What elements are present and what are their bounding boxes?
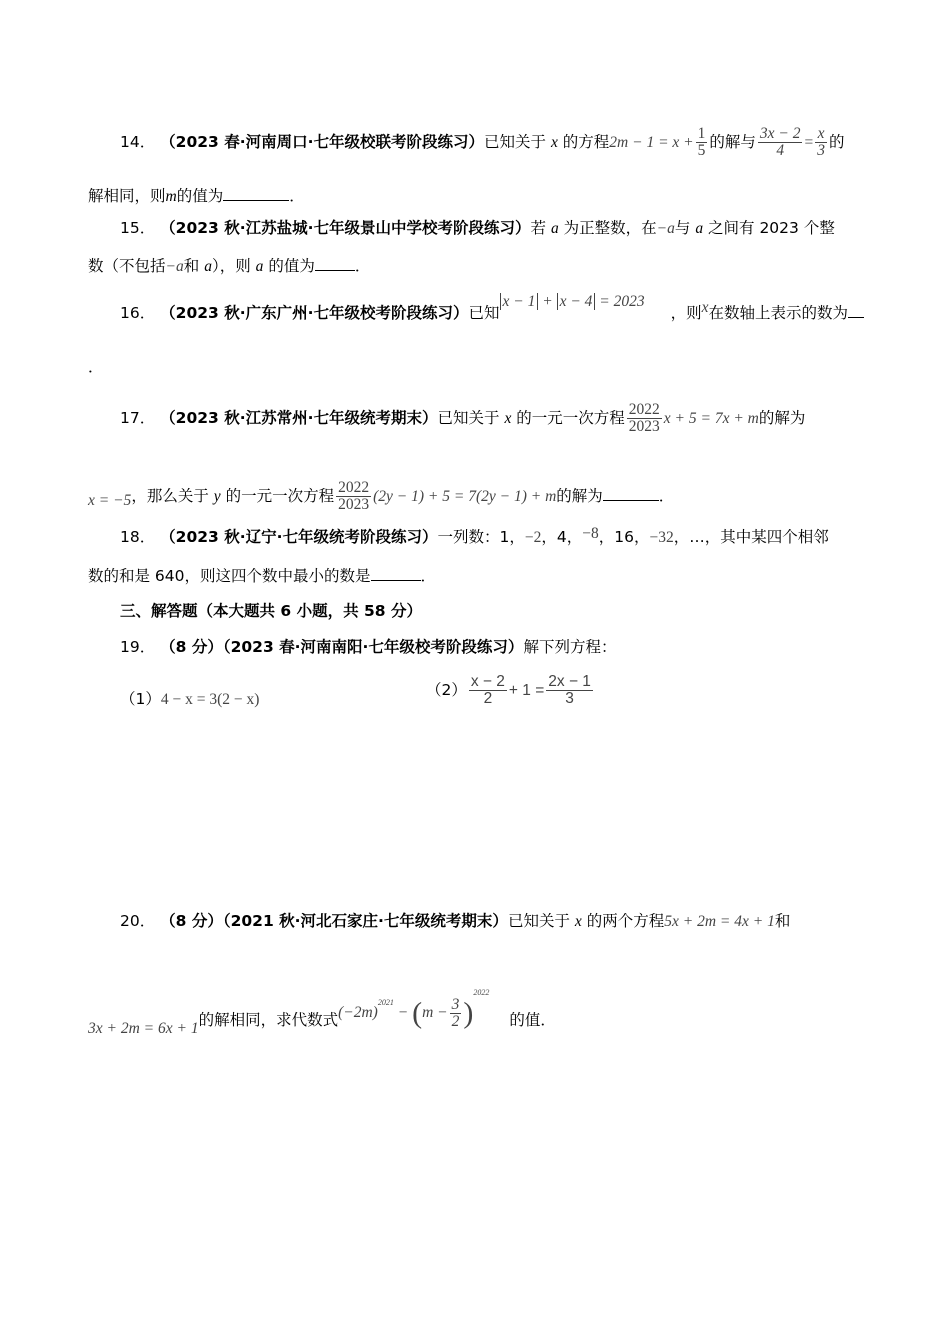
answer-blank[interactable] — [223, 184, 289, 201]
q20-score: （8 分） — [160, 912, 223, 930]
q15-source: （2023 秋·江苏盐城·七年级景山中学校考阶段练习） — [160, 219, 531, 237]
q17-number: 17． — [120, 409, 156, 427]
q17-line1: 17． （2023 秋·江苏常州·七年级统考期末）已知关于 x 的一元一次方程 $\frac{2022}{2023}$ x + 5 = 7x + m的解为 — [120, 401, 806, 435]
q18-number: 18． — [120, 528, 156, 546]
q20-number: 20． — [120, 912, 156, 930]
q20-expression: $(-2m)^{2021} - (m$ − $\frac{3}{2}$ )$^{2022}$ — [338, 988, 490, 1030]
q14-eq1: 2m − 1 = x + — [609, 134, 694, 151]
q19-source: （2023 春·河南南阳·七年级校考阶段练习） — [222, 638, 524, 656]
q14-source: （2023 春·河南周口·七年级校联考阶段练习） — [160, 133, 484, 151]
q16-source: （2023 秋·广东广州·七年级校考阶段练习） — [160, 304, 469, 322]
q17-frac-2022-2023-b: $\frac{2022}{2023}$ — [338, 479, 370, 513]
q19-line1: 19． （8 分）（2023 春·河南南阳·七年级校考阶段练习）解下列方程： — [120, 638, 617, 656]
q16-equation: x − 1 + x − 4 = 2023 — [500, 293, 645, 310]
q15-line2: 数（不包括−a和 a），则 a 的值为 ． — [88, 254, 370, 278]
answer-blank[interactable] — [371, 564, 421, 581]
q14-frac-eq2-left: $\frac{3x - 2}{4}$ — [759, 125, 801, 159]
q19-number: 19． — [120, 638, 156, 656]
q17-frac-2022-2023: $\frac{2022}{2023}$ — [628, 401, 660, 435]
answer-blank[interactable] — [603, 484, 659, 501]
q19-score: （8 分） — [160, 638, 223, 656]
q14-number: 14． — [120, 133, 156, 151]
q16-line1: 16． （2023 秋·广东广州·七年级校考阶段练习）已知x − 1 + x − 4 = 2023，则x在数轴上表示的数为 — [120, 301, 864, 325]
q16-line2: ． — [88, 358, 104, 376]
q14-line1: 14． （2023 春·河南周口·七年级校联考阶段练习）已知关于 x 的方程2m − 1 = x + $\frac{1}{5}$ 的解与 $\frac{3x - 2}{4}$ = $\frac{x}{3}$ 的 — [120, 125, 845, 159]
answer-blank[interactable] — [315, 254, 355, 271]
q14-text: 已知关于 — [484, 133, 547, 151]
q19-part1: （1）4 − x = 3(2 − x) — [120, 690, 260, 708]
q19-frac-right: $\frac{2x - 1}{3}$ — [548, 673, 591, 707]
q16-number: 16． — [120, 304, 156, 322]
q18-line1: 18． （2023 秋·辽宁·七年级统考阶段练习）一列数：1，−2，4，−8，16，−32，…，其中某四个相邻 — [120, 525, 829, 546]
q14-line2: 解相同，则m的值为 ． — [88, 184, 305, 208]
q18-source: （2023 秋·辽宁·七年级统考阶段练习） — [160, 528, 438, 546]
q14-frac-eq2-right: $\frac{x}{3}$ — [817, 125, 825, 159]
q20-line2: 3x + 2m = 6x + 1的解相同，求代数式$(-2m)^{2021} - (m$ − $\frac{3}{2}$ )$^{2022}$的值． — [88, 988, 556, 1037]
q19-part2: （2） $\frac{x - 2}{2}$ + 1 = $\frac{2x - 1}{3}$ — [426, 673, 591, 707]
q20-source: （2021 秋·河北石家庄·七年级统考期末） — [222, 912, 508, 930]
q18-line2: 数的和是 640，则这四个数中最小的数是 ． — [88, 564, 436, 587]
q19-frac-left: $\frac{x - 2}{2}$ — [470, 673, 505, 707]
section-3-heading: 三、解答题（本大题共 6 小题，共 58 分） — [120, 602, 422, 620]
q20-line1: 20． （8 分）（2021 秋·河北石家庄·七年级统考期末）已知关于 x 的两个方程5x + 2m = 4x + 1和 — [120, 912, 791, 930]
q17-source: （2023 秋·江苏常州·七年级统考期末） — [160, 409, 438, 427]
q15-line1: 15． （2023 秋·江苏盐城·七年级景山中学校考阶段练习）若 a 为正整数，在−a与 a 之间有 2023 个整 — [120, 219, 835, 237]
answer-blank[interactable] — [848, 301, 864, 318]
q17-line2: x = −5，那么关于 y 的一元一次方程 $\frac{2022}{2023}$ (2y − 1) + 5 = 7(2y − 1) + m的解为 ． — [88, 479, 675, 513]
q14-var-x: x — [550, 134, 558, 151]
q14-frac-1-5: $\frac{1}{5}$ — [697, 125, 706, 159]
q15-number: 15． — [120, 219, 156, 237]
